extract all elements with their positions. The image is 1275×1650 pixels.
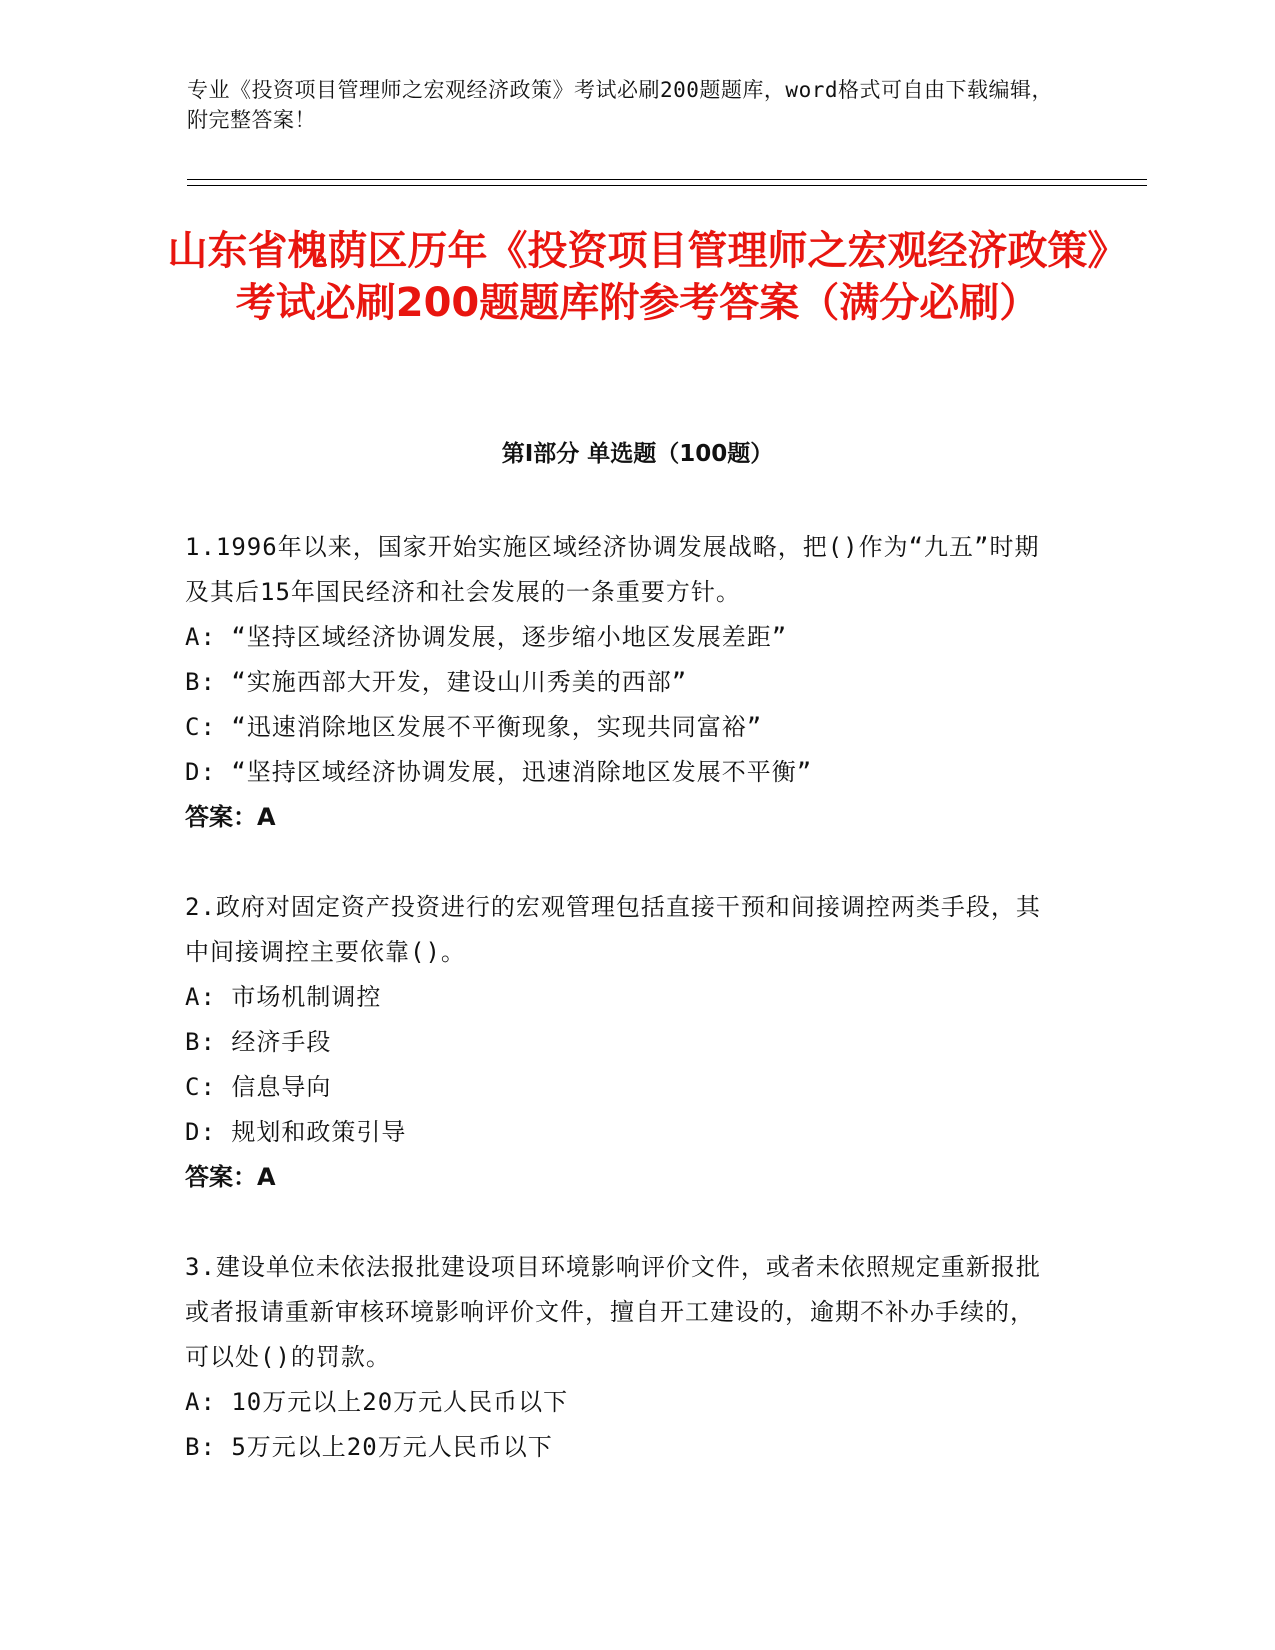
option-d: D: “坚持区域经济协调发展，迅速消除地区发展不平衡”: [185, 758, 813, 786]
header-divider-top: [187, 179, 1147, 180]
option-a: A: “坚持区域经济协调发展，逐步缩小地区发展差距”: [185, 623, 788, 651]
section-heading: 第Ⅰ部分 单选题（100题）: [501, 441, 774, 467]
question-list: [185, 525, 1055, 1515]
option-b: B: 经济手段: [185, 1028, 332, 1056]
option-b: B: “实施西部大开发，建设山川秀美的西部”: [185, 668, 688, 696]
option-a: A: 10万元以上20万元人民币以下: [185, 1388, 569, 1416]
question-stem: 2.政府对固定资产投资进行的宏观管理包括直接干预和间接调控两类手段，其中间接调控主要依靠()。: [185, 893, 1041, 966]
question-1: [185, 525, 1055, 840]
header-divider-bottom: [187, 185, 1147, 186]
option-b: B: 5万元以上20万元人民币以下: [185, 1433, 553, 1461]
question-stem: 1.1996年以来，国家开始实施区域经济协调发展战略，把()作为“九五”时期及其后15年国民经济和社会发展的一条重要方针。: [185, 533, 1040, 606]
option-d: D: 规划和政策引导: [185, 1118, 407, 1146]
answer-label: 答案：A: [185, 803, 276, 831]
option-c: C: 信息导向: [185, 1073, 332, 1101]
answer-label: 答案：A: [185, 1163, 276, 1191]
question-stem: 3.建设单位未依法报批建设项目环境影响评价文件，或者未依照规定重新报批或者报请重新审核环境影响评价文件，擅自开工建设的，逾期不补办手续的，可以处()的罚款。: [185, 1253, 1041, 1371]
question-2: [185, 885, 1055, 1200]
option-a: A: 市场机制调控: [185, 983, 382, 1011]
document-title: 山东省槐荫区历年《投资项目管理师之宏观经济政策》考试必刷200题题库附参考答案（满分必刷）: [167, 228, 1108, 326]
header-note: 专业《投资项目管理师之宏观经济政策》考试必刷200题题库，word格式可自由下载编辑，附完整答案！: [187, 78, 1053, 132]
question-3: [185, 1245, 1055, 1470]
option-c: C: “迅速消除地区发展不平衡现象，实现共同富裕”: [185, 713, 763, 741]
